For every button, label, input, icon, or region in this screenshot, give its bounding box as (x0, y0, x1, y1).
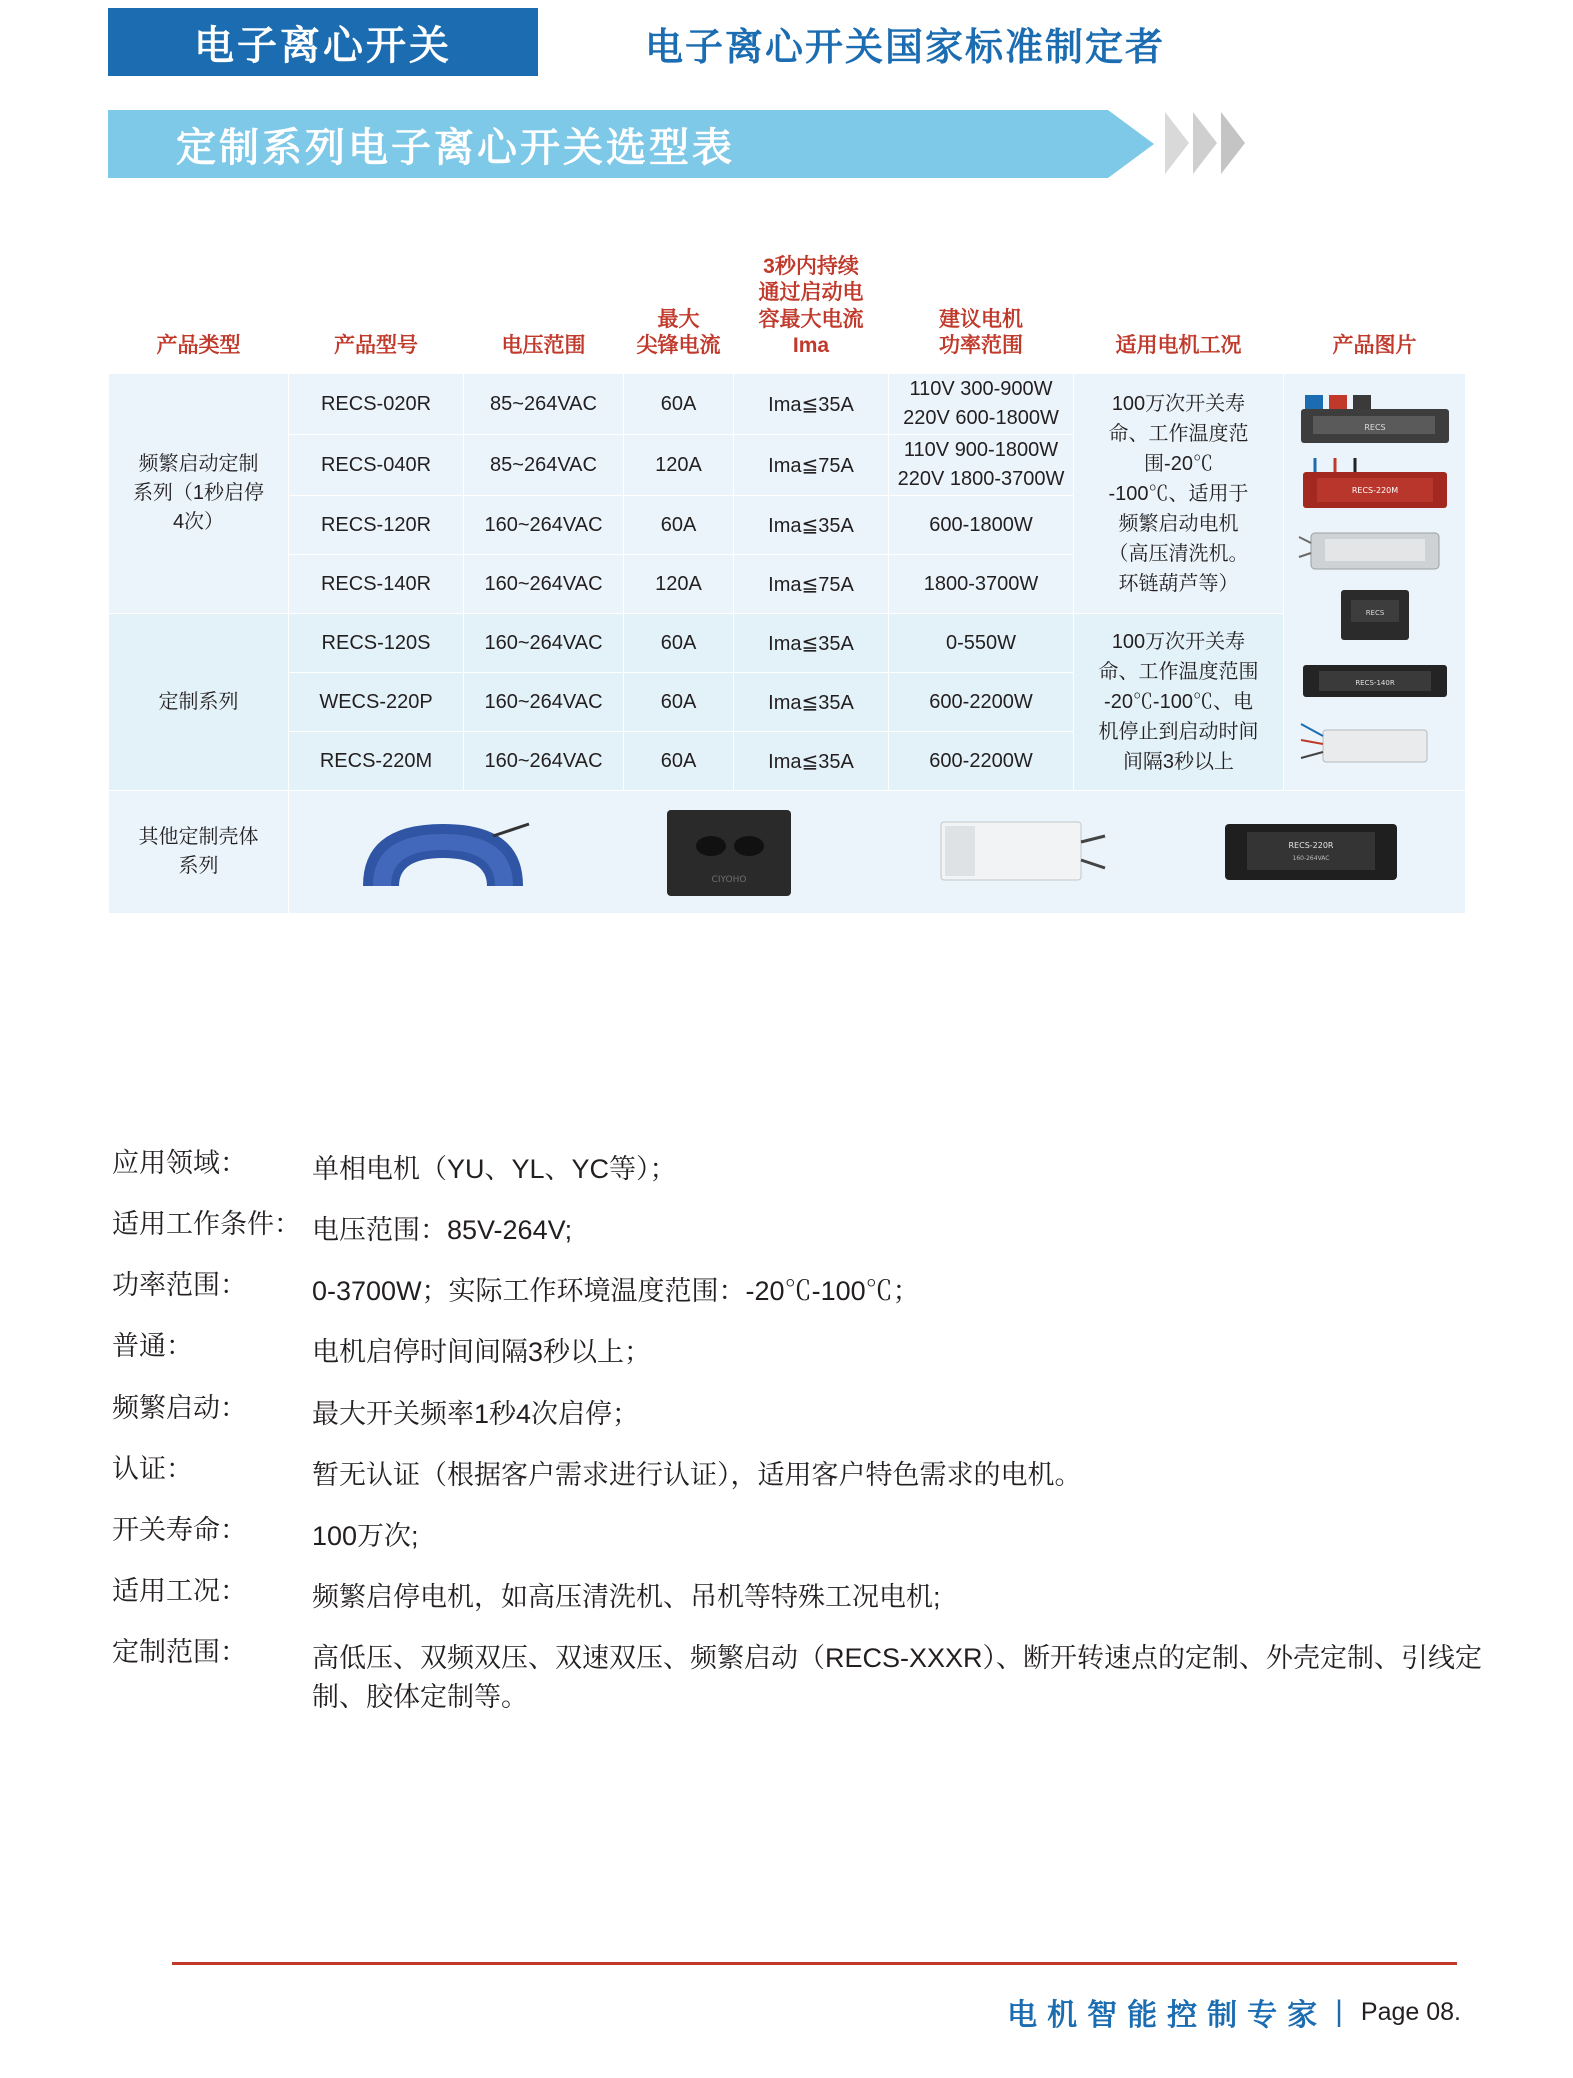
spec-item (112, 1392, 1492, 1434)
cell-peak-current: 60A (624, 673, 734, 732)
section-title-bar (108, 110, 1108, 178)
chevron-right-icon (1193, 112, 1217, 174)
spec-label: 普通： (112, 1331, 193, 1362)
footer-divider-rule (172, 1962, 1457, 1965)
product-thumbnail-icon (1295, 584, 1455, 646)
cell-voltage: 85~264VAC (464, 435, 624, 496)
spec-item (112, 1211, 1492, 1250)
svg-text:RECS-220R: RECS-220R (1288, 841, 1334, 850)
cell-power-range: 600-2200W (889, 732, 1074, 791)
cell-model: RECS-220M (289, 732, 464, 791)
cell-voltage: 160~264VAC (464, 673, 624, 732)
cell-voltage: 160~264VAC (464, 555, 624, 614)
brand-badge: 电子离心开关 (108, 8, 538, 76)
group-2-category: 定制系列 (109, 614, 289, 791)
spec-value: 电机启停时间间隔3秒以上； (312, 1337, 652, 1368)
spec-item (112, 1514, 1492, 1556)
page-footer (0, 1990, 1573, 2034)
cell-power-range: 110V 900-1800W 220V 1800-3700W (889, 435, 1074, 496)
spec-value: 单相电机（YU、YL、YC等）； (312, 1154, 677, 1184)
cell-peak-current: 60A (624, 614, 734, 673)
cell-model: RECS-140R (289, 555, 464, 614)
product-thumbnail-icon (1295, 389, 1455, 451)
product-thumbnail-stack (1286, 385, 1463, 780)
spec-value: 暂无认证（根据客户需求进行认证），适用客户特色需求的电机。 (312, 1459, 1082, 1490)
spec-value: 最大开关频率1秒4次启停； (312, 1398, 640, 1429)
col-header-product-type: 产品类型 (109, 248, 289, 374)
spec-item (112, 1150, 1492, 1189)
cell-power-range: 110V 300-900W 220V 600-1800W (889, 374, 1074, 435)
cell-voltage: 85~264VAC (464, 374, 624, 435)
cell-power-range: 600-2200W (889, 673, 1074, 732)
page-number: Page 08. (1360, 1997, 1461, 2026)
housing-black-module-icon (1211, 802, 1411, 902)
spec-item (112, 1639, 1492, 1717)
cell-ima: Ima≦35A (734, 374, 889, 435)
spec-label: 频繁启动： (112, 1392, 247, 1423)
cell-voltage: 160~264VAC (464, 732, 624, 791)
col-header-ima: 3秒内持续 通过启动电 容最大电流 Ima (734, 248, 889, 374)
spec-list (112, 1150, 1492, 1739)
header-slogan: 电子离心开关国家标准制定者 (645, 27, 1166, 69)
product-thumbnail-icon (1295, 519, 1455, 581)
chevron-right-icon (1165, 112, 1189, 174)
page-header (0, 0, 1573, 100)
cell-power-range: 1800-3700W (889, 555, 1074, 614)
spec-value: 0-3700W；实际工作环境温度范围：-20℃-100℃； (312, 1276, 920, 1307)
spec-value: 频繁启停电机，如高压清洗机、吊机等特殊工况电机; (312, 1581, 941, 1612)
product-thumbnail-icon (1295, 649, 1455, 711)
svg-text:CIYOHO: CIYOHO (711, 875, 747, 885)
housing-black-block-icon (639, 802, 819, 902)
cell-ima: Ima≦35A (734, 732, 889, 791)
cell-ima: Ima≦75A (734, 555, 889, 614)
table-row (109, 374, 1466, 435)
chevron-right-icon (1221, 112, 1245, 174)
cell-ima: Ima≦35A (734, 496, 889, 555)
spec-label: 应用领域： (112, 1148, 247, 1178)
cell-voltage: 160~264VAC (464, 614, 624, 673)
cell-ima: Ima≦75A (734, 435, 889, 496)
spec-value: 电压范围：85V-264V; (312, 1215, 573, 1246)
table-row-other-housings (109, 791, 1466, 914)
cell-model: RECS-040R (289, 435, 464, 496)
col-header-product-image: 产品图片 (1284, 248, 1466, 374)
spec-label: 开关寿命： (112, 1514, 247, 1545)
product-thumbnail-icon (1295, 454, 1455, 516)
cell-ima: Ima≦35A (734, 673, 889, 732)
product-image-column (1284, 374, 1466, 791)
col-header-model: 产品型号 (289, 248, 464, 374)
cell-power-range: 0-550W (889, 614, 1074, 673)
spec-label: 功率范围： (112, 1270, 247, 1301)
spec-label: 适用工作条件： (112, 1209, 301, 1240)
cell-peak-current: 60A (624, 732, 734, 791)
table-row (109, 614, 1466, 673)
cell-model: RECS-120R (289, 496, 464, 555)
spec-value: 高低压、双频双压、双速双压、频繁启动（RECS-XXXR）、断开转速点的定制、外壳定制、引线定制、胶体定制等。 (312, 1643, 1483, 1713)
chevron-decoration (1165, 112, 1245, 174)
product-thumbnail-icon (1295, 714, 1455, 776)
spec-item (112, 1333, 1492, 1372)
cell-peak-current: 60A (624, 496, 734, 555)
svg-text:RECS: RECS (1363, 422, 1386, 432)
other-housing-label: 其他定制壳体 系列 (109, 791, 289, 914)
group-1-condition: 100万次开关寿 命、工作温度范 围-20℃ -100℃、适用于 频繁启动电机 （高压清洗机。 环链葫芦等） (1074, 374, 1284, 614)
footer-separator: | (1335, 1995, 1343, 2028)
col-header-motor-condition: 适用电机工况 (1074, 248, 1284, 374)
spec-item (112, 1272, 1492, 1311)
cell-voltage: 160~264VAC (464, 496, 624, 555)
selection-table-container (108, 248, 1465, 914)
cell-power-range: 600-1800W (889, 496, 1074, 555)
spec-label: 定制范围： (112, 1637, 247, 1668)
housing-white-box-icon (915, 802, 1115, 902)
col-header-peak-current: 最大 尖锋电流 (624, 248, 734, 374)
spec-value: 100万次; (312, 1520, 419, 1551)
cell-model: WECS-220P (289, 673, 464, 732)
cell-peak-current: 120A (624, 555, 734, 614)
svg-text:RECS-220M: RECS-220M (1351, 485, 1398, 495)
spec-item (112, 1575, 1492, 1617)
table-header-row (109, 248, 1466, 374)
col-header-voltage: 电压范围 (464, 248, 624, 374)
selection-table (108, 248, 1466, 914)
cell-model: RECS-120S (289, 614, 464, 673)
spec-label: 认证： (112, 1453, 193, 1484)
footer-slogan: 电机智能控制专家 (1007, 1999, 1328, 2032)
other-housing-images (289, 791, 1466, 914)
housing-blue-arc-icon (343, 802, 543, 902)
housing-thumbnail-row (295, 797, 1459, 907)
section-title: 定制系列电子离心开关选型表 (176, 125, 735, 170)
spec-label: 适用工况： (112, 1575, 247, 1606)
svg-text:RECS-140R: RECS-140R (1354, 678, 1395, 687)
cell-peak-current: 120A (624, 435, 734, 496)
group-2-condition: 100万次开关寿 命、工作温度范围 -20℃-100℃、电 机停止到启动时间 间隔3秒以上 (1074, 614, 1284, 791)
group-1-category: 频繁启动定制 系列（1秒启停 4次） (109, 374, 289, 614)
svg-text:RECS: RECS (1365, 608, 1384, 617)
svg-text:160-264VAC: 160-264VAC (1292, 855, 1330, 862)
spec-item (112, 1453, 1492, 1495)
cell-model: RECS-020R (289, 374, 464, 435)
cell-ima: Ima≦35A (734, 614, 889, 673)
cell-peak-current: 60A (624, 374, 734, 435)
col-header-power-range: 建议电机 功率范围 (889, 248, 1074, 374)
